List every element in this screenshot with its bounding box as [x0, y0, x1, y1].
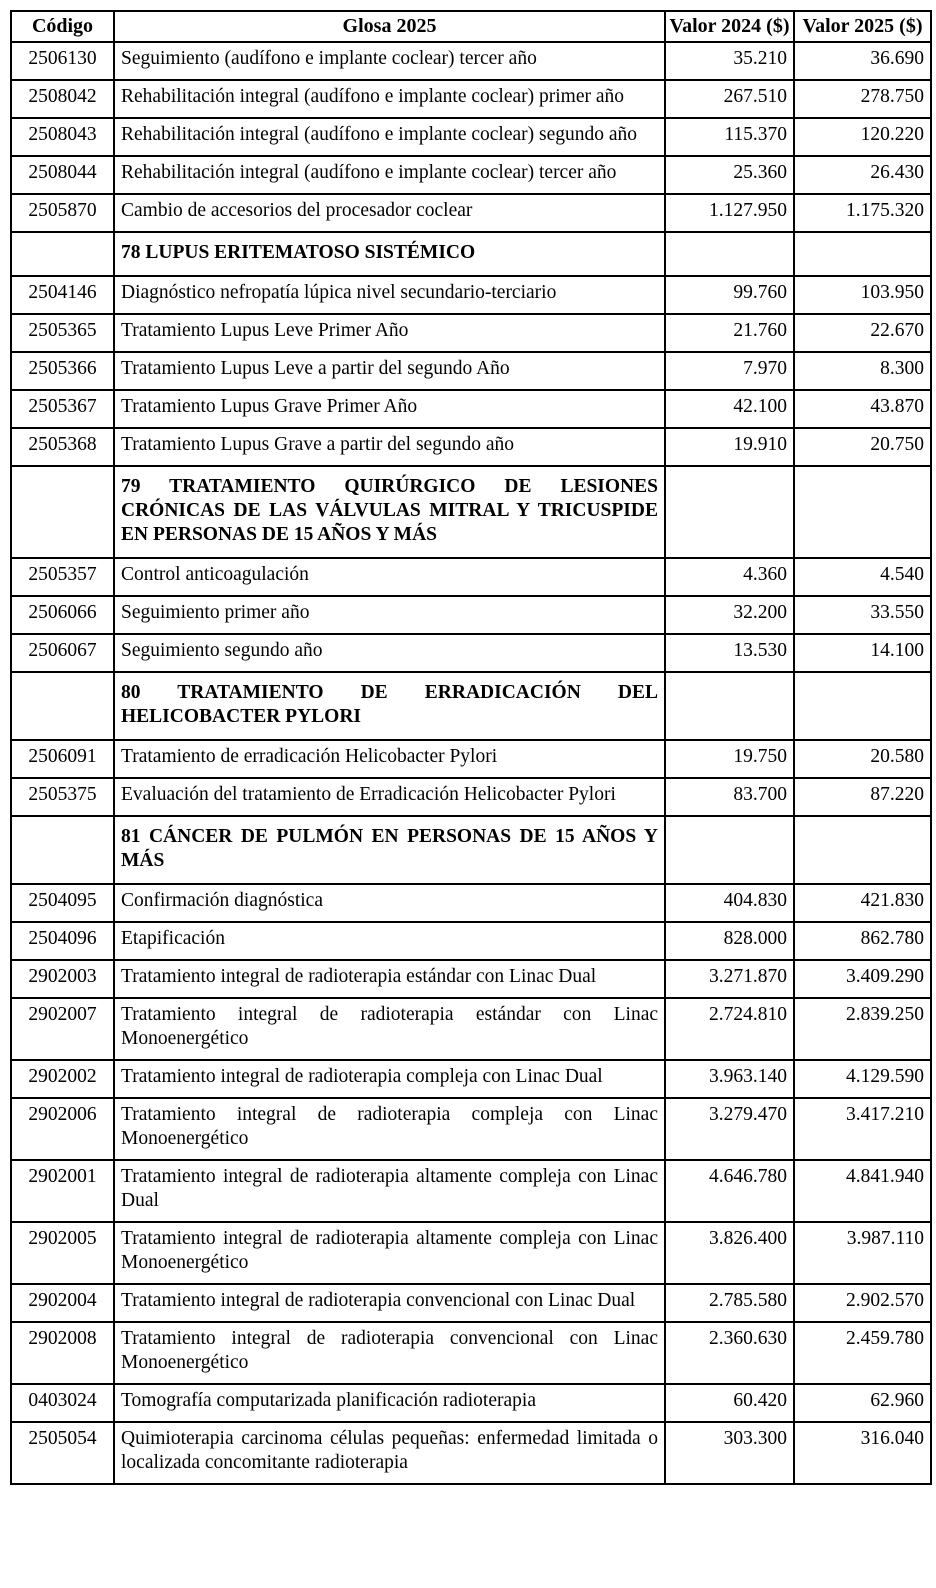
valor-2025-cell: 4.841.940 [794, 1160, 931, 1222]
valor-2025-cell: 421.830 [794, 884, 931, 922]
valor-2025-cell: 20.750 [794, 428, 931, 466]
table-row [11, 194, 931, 232]
glosa-cell: 79 TRATAMIENTO QUIRÚRGICO DE LESIONES CRÓNICAS DE LAS VÁLVULAS MITRAL Y TRICUSPIDE EN PERSONAS DE 15 AÑOS Y MÁS [114, 466, 665, 558]
codigo-cell: 2505368 [11, 428, 114, 466]
valor-2025-cell [794, 816, 931, 884]
codigo-cell: 0403024 [11, 1384, 114, 1422]
header-row [11, 11, 931, 42]
table-row [11, 390, 931, 428]
codigo-cell: 2504146 [11, 276, 114, 314]
codigo-cell: 2508044 [11, 156, 114, 194]
valor-2025-cell: 87.220 [794, 778, 931, 816]
valor-2024-cell [665, 232, 794, 276]
valor-2024-cell: 4.360 [665, 558, 794, 596]
codigo-cell: 2902001 [11, 1160, 114, 1222]
glosa-cell: 81 CÁNCER DE PULMÓN EN PERSONAS DE 15 AÑOS Y MÁS [114, 816, 665, 884]
valor-2025-cell: 103.950 [794, 276, 931, 314]
valor-2025-cell: 20.580 [794, 740, 931, 778]
table-row [11, 1222, 931, 1284]
valor-2024-cell: 99.760 [665, 276, 794, 314]
glosa-cell: Rehabilitación integral (audífono e implante coclear) segundo año [114, 118, 665, 156]
table-row [11, 998, 931, 1060]
header-valor-2025: Valor 2025 ($) [794, 11, 931, 42]
table-row [11, 80, 931, 118]
valor-2024-cell: 19.750 [665, 740, 794, 778]
glosa-cell: Tratamiento Lupus Leve a partir del segundo Año [114, 352, 665, 390]
header-codigo: Código [11, 11, 114, 42]
table-row [11, 672, 931, 740]
codigo-cell [11, 466, 114, 558]
table-row [11, 1284, 931, 1322]
codigo-cell: 2505375 [11, 778, 114, 816]
valor-2024-cell: 3.279.470 [665, 1098, 794, 1160]
glosa-cell: Tratamiento de erradicación Helicobacter Pylori [114, 740, 665, 778]
codigo-cell: 2902006 [11, 1098, 114, 1160]
valor-2025-cell: 1.175.320 [794, 194, 931, 232]
valor-2024-cell: 4.646.780 [665, 1160, 794, 1222]
glosa-cell: Tomografía computarizada planificación radioterapia [114, 1384, 665, 1422]
table-row [11, 558, 931, 596]
table-row [11, 314, 931, 352]
glosa-cell: Tratamiento Lupus Grave a partir del segundo año [114, 428, 665, 466]
codigo-cell: 2506091 [11, 740, 114, 778]
glosa-cell: Cambio de accesorios del procesador coclear [114, 194, 665, 232]
glosa-cell: Tratamiento integral de radioterapia convencional con Linac Monoenergético [114, 1322, 665, 1384]
codigo-cell [11, 232, 114, 276]
codigo-cell: 2506130 [11, 42, 114, 80]
glosa-cell: Seguimiento segundo año [114, 634, 665, 672]
table-row [11, 1322, 931, 1384]
table-row [11, 1422, 931, 1484]
glosa-cell: Rehabilitación integral (audífono e implante coclear) tercer año [114, 156, 665, 194]
glosa-cell: Tratamiento integral de radioterapia compleja con Linac Monoenergético [114, 1098, 665, 1160]
codigo-cell: 2505367 [11, 390, 114, 428]
valor-2025-cell: 120.220 [794, 118, 931, 156]
valor-2024-cell: 13.530 [665, 634, 794, 672]
tariff-table [10, 10, 932, 1485]
table-row [11, 232, 931, 276]
table-row [11, 1160, 931, 1222]
valor-2025-cell: 4.129.590 [794, 1060, 931, 1098]
codigo-cell: 2504095 [11, 884, 114, 922]
valor-2025-cell [794, 672, 931, 740]
valor-2025-cell: 43.870 [794, 390, 931, 428]
codigo-cell: 2506066 [11, 596, 114, 634]
valor-2025-cell: 3.417.210 [794, 1098, 931, 1160]
valor-2024-cell: 35.210 [665, 42, 794, 80]
valor-2025-cell: 4.540 [794, 558, 931, 596]
table-row [11, 778, 931, 816]
glosa-cell: 78 LUPUS ERITEMATOSO SISTÉMICO [114, 232, 665, 276]
table-row [11, 740, 931, 778]
valor-2024-cell: 32.200 [665, 596, 794, 634]
glosa-cell: Quimioterapia carcinoma células pequeñas: enfermedad limitada o localizada concomitante radioterapia [114, 1422, 665, 1484]
valor-2025-cell: 26.430 [794, 156, 931, 194]
table-row [11, 428, 931, 466]
glosa-cell: Diagnóstico nefropatía lúpica nivel secundario-terciario [114, 276, 665, 314]
glosa-cell: Tratamiento integral de radioterapia estándar con Linac Dual [114, 960, 665, 998]
glosa-cell: Etapificación [114, 922, 665, 960]
glosa-cell: Tratamiento integral de radioterapia altamente compleja con Linac Dual [114, 1160, 665, 1222]
valor-2024-cell: 7.970 [665, 352, 794, 390]
table-row [11, 1098, 931, 1160]
glosa-cell: Seguimiento (audífono e implante coclear) tercer año [114, 42, 665, 80]
header-glosa: Glosa 2025 [114, 11, 665, 42]
glosa-cell: Evaluación del tratamiento de Erradicación Helicobacter Pylori [114, 778, 665, 816]
valor-2024-cell: 115.370 [665, 118, 794, 156]
valor-2025-cell: 8.300 [794, 352, 931, 390]
glosa-cell: Rehabilitación integral (audífono e implante coclear) primer año [114, 80, 665, 118]
valor-2024-cell: 404.830 [665, 884, 794, 922]
valor-2024-cell: 2.785.580 [665, 1284, 794, 1322]
table-row [11, 42, 931, 80]
valor-2025-cell: 33.550 [794, 596, 931, 634]
codigo-cell: 2508043 [11, 118, 114, 156]
codigo-cell: 2505357 [11, 558, 114, 596]
valor-2024-cell: 19.910 [665, 428, 794, 466]
table-body [11, 42, 931, 1484]
valor-2024-cell [665, 466, 794, 558]
codigo-cell: 2902005 [11, 1222, 114, 1284]
codigo-cell: 2902008 [11, 1322, 114, 1384]
valor-2025-cell: 278.750 [794, 80, 931, 118]
codigo-cell: 2505366 [11, 352, 114, 390]
valor-2024-cell: 42.100 [665, 390, 794, 428]
valor-2024-cell: 828.000 [665, 922, 794, 960]
codigo-cell: 2505054 [11, 1422, 114, 1484]
valor-2024-cell: 3.826.400 [665, 1222, 794, 1284]
glosa-cell: Tratamiento integral de radioterapia altamente compleja con Linac Monoenergético [114, 1222, 665, 1284]
table-row [11, 634, 931, 672]
valor-2024-cell: 1.127.950 [665, 194, 794, 232]
table-row [11, 1060, 931, 1098]
valor-2025-cell: 62.960 [794, 1384, 931, 1422]
codigo-cell: 2902007 [11, 998, 114, 1060]
codigo-cell [11, 816, 114, 884]
codigo-cell [11, 672, 114, 740]
header-valor-2024: Valor 2024 ($) [665, 11, 794, 42]
glosa-cell: Seguimiento primer año [114, 596, 665, 634]
table-row [11, 352, 931, 390]
codigo-cell: 2902002 [11, 1060, 114, 1098]
table-row [11, 156, 931, 194]
valor-2025-cell: 36.690 [794, 42, 931, 80]
valor-2025-cell: 3.409.290 [794, 960, 931, 998]
codigo-cell: 2506067 [11, 634, 114, 672]
valor-2025-cell: 862.780 [794, 922, 931, 960]
codigo-cell: 2508042 [11, 80, 114, 118]
valor-2025-cell: 22.670 [794, 314, 931, 352]
glosa-cell: Control anticoagulación [114, 558, 665, 596]
valor-2024-cell: 267.510 [665, 80, 794, 118]
valor-2025-cell [794, 466, 931, 558]
codigo-cell: 2505365 [11, 314, 114, 352]
glosa-cell: Tratamiento Lupus Leve Primer Año [114, 314, 665, 352]
table-row [11, 922, 931, 960]
table-row [11, 466, 931, 558]
valor-2024-cell: 83.700 [665, 778, 794, 816]
valor-2024-cell: 21.760 [665, 314, 794, 352]
valor-2025-cell [794, 232, 931, 276]
glosa-cell: 80 TRATAMIENTO DE ERRADICACIÓN DEL HELICOBACTER PYLORI [114, 672, 665, 740]
table-row [11, 1384, 931, 1422]
valor-2024-cell: 3.963.140 [665, 1060, 794, 1098]
valor-2024-cell: 60.420 [665, 1384, 794, 1422]
table-row [11, 276, 931, 314]
valor-2025-cell: 2.839.250 [794, 998, 931, 1060]
codigo-cell: 2504096 [11, 922, 114, 960]
codigo-cell: 2505870 [11, 194, 114, 232]
valor-2025-cell: 14.100 [794, 634, 931, 672]
valor-2025-cell: 2.902.570 [794, 1284, 931, 1322]
glosa-cell: Confirmación diagnóstica [114, 884, 665, 922]
codigo-cell: 2902003 [11, 960, 114, 998]
valor-2024-cell: 2.360.630 [665, 1322, 794, 1384]
table-header [11, 11, 931, 42]
valor-2024-cell: 303.300 [665, 1422, 794, 1484]
table-row [11, 816, 931, 884]
valor-2025-cell: 3.987.110 [794, 1222, 931, 1284]
valor-2024-cell [665, 672, 794, 740]
glosa-cell: Tratamiento integral de radioterapia compleja con Linac Dual [114, 1060, 665, 1098]
table-row [11, 118, 931, 156]
valor-2024-cell [665, 816, 794, 884]
valor-2025-cell: 316.040 [794, 1422, 931, 1484]
table-row [11, 884, 931, 922]
glosa-cell: Tratamiento integral de radioterapia estándar con Linac Monoenergético [114, 998, 665, 1060]
valor-2024-cell: 2.724.810 [665, 998, 794, 1060]
valor-2024-cell: 3.271.870 [665, 960, 794, 998]
table-row [11, 596, 931, 634]
valor-2025-cell: 2.459.780 [794, 1322, 931, 1384]
table-row [11, 960, 931, 998]
glosa-cell: Tratamiento Lupus Grave Primer Año [114, 390, 665, 428]
codigo-cell: 2902004 [11, 1284, 114, 1322]
glosa-cell: Tratamiento integral de radioterapia convencional con Linac Dual [114, 1284, 665, 1322]
valor-2024-cell: 25.360 [665, 156, 794, 194]
